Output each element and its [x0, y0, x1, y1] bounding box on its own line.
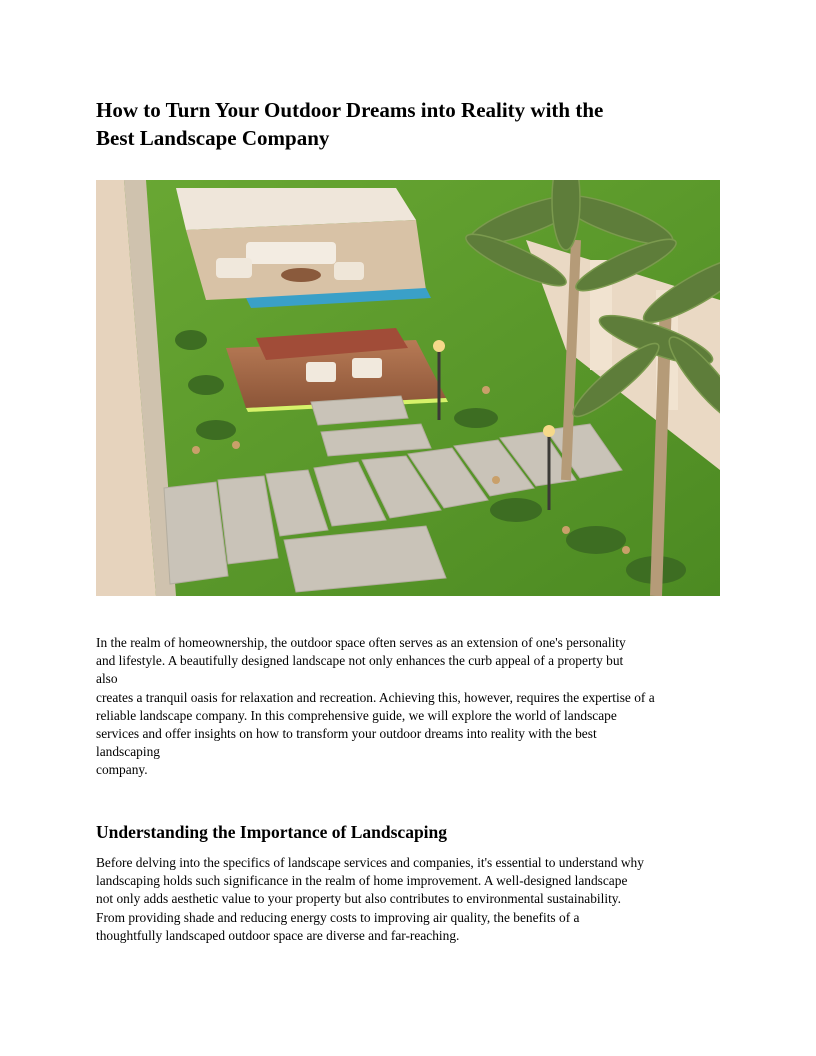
intro-line: and lifestyle. A beautifully designed landscape not only enhances the curb appeal of a property but: [96, 653, 624, 669]
intro-line: In the realm of homeownership, the outdoor space often serves as an extension of one's personality: [96, 635, 626, 650]
pavilion-sofa: [246, 242, 336, 264]
intro-line: creates a tranquil oasis for relaxation and recreation. Achieving this, however, requires the expertise of a: [96, 689, 655, 705]
intro-line: services and offer insights on how to transform your outdoor dreams into reality with the best: [96, 726, 597, 742]
article-title-line-1: How to Turn Your Outdoor Dreams into Reality with the: [96, 98, 604, 122]
section-line: Before delving into the specifics of landscape services and companies, it's essential to understand why: [96, 855, 644, 870]
pavilion-sofa-left: [216, 258, 252, 278]
article-title: [96, 96, 716, 152]
pavilion-armchair: [334, 262, 364, 280]
landscape-garden-illustration: [96, 180, 720, 596]
article-title-line-2: Best Landscape Company: [96, 126, 330, 150]
section-line: landscaping holds such significance in the realm of home improvement. A well-designed landscape: [96, 873, 628, 889]
intro-line: landscaping: [96, 744, 160, 760]
section-line: From providing shade and reducing energy costs to improving air quality, the benefits of a: [96, 909, 580, 925]
section-line: thoughtfully landscaped outdoor space are diverse and far-reaching.: [96, 927, 460, 943]
pavilion-coffee-table: [281, 268, 321, 282]
intro-paragraph: [96, 634, 726, 780]
section-paragraph: [96, 854, 726, 945]
dining-chair-1: [306, 362, 336, 382]
intro-line: also: [96, 671, 118, 687]
dining-chair-2: [352, 358, 382, 378]
intro-line: company.: [96, 762, 148, 778]
section-heading: Understanding the Importance of Landscaping: [96, 822, 448, 842]
intro-line: reliable landscape company. In this comprehensive guide, we will explore the world of landscape: [96, 707, 617, 723]
section-line: not only adds aesthetic value to your property but also contributes to environmental sustainability.: [96, 891, 621, 907]
